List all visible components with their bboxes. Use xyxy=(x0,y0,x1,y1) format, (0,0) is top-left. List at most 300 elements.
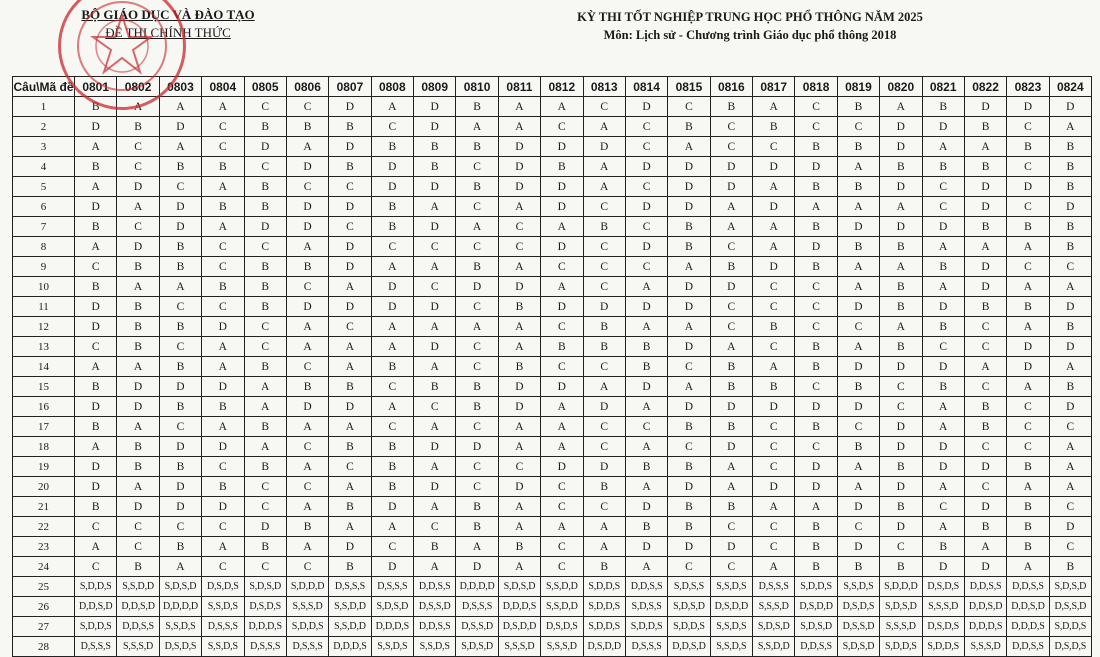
answer-cell: B xyxy=(159,157,201,177)
answer-cell: B xyxy=(795,537,837,557)
answer-cell: C xyxy=(1049,537,1091,557)
answer-cell: B xyxy=(1007,517,1049,537)
question-number: 12 xyxy=(13,317,75,337)
answer-cell: B xyxy=(710,357,752,377)
question-number: 22 xyxy=(13,517,75,537)
answer-cell: B xyxy=(880,237,922,257)
answer-cell: C xyxy=(117,157,159,177)
answer-cell: A xyxy=(922,517,964,537)
answer-cell: A xyxy=(1007,237,1049,257)
answer-cell: B xyxy=(117,557,159,577)
answer-cell: B xyxy=(922,377,964,397)
answer-cell: D xyxy=(922,357,964,377)
table-row xyxy=(13,317,1092,337)
answer-cell: B xyxy=(371,477,413,497)
answer-cell: D xyxy=(668,197,710,217)
answer-cell: A xyxy=(583,537,625,557)
answer-cell: B xyxy=(456,97,498,117)
answer-cell: C xyxy=(159,297,201,317)
question-number: 27 xyxy=(13,617,75,637)
answer-cell: C xyxy=(75,557,117,577)
answer-cell: D xyxy=(75,457,117,477)
answer-cell: B xyxy=(1007,497,1049,517)
answer-cell: B xyxy=(117,457,159,477)
answer-cell: A xyxy=(668,137,710,157)
answer-cell: A xyxy=(583,177,625,197)
answer-cell: A xyxy=(837,457,879,477)
answer-cell: A xyxy=(202,177,244,197)
answer-cell: B xyxy=(1007,137,1049,157)
answer-cell: D xyxy=(371,557,413,577)
exam-code-header: 0823 xyxy=(1007,77,1049,97)
answer-cell: C xyxy=(286,437,328,457)
answer-cell: S,S,D,D xyxy=(541,597,583,617)
answer-cell: B xyxy=(625,357,667,377)
answer-cell: B xyxy=(625,337,667,357)
answer-cell: C xyxy=(202,517,244,537)
answer-cell: B xyxy=(964,297,1006,317)
table-row xyxy=(13,197,1092,217)
answer-cell: D,D,S,S xyxy=(1007,577,1049,597)
answer-cell: A xyxy=(795,497,837,517)
answer-cell: D xyxy=(753,477,795,497)
answer-cell: C xyxy=(541,357,583,377)
answer-cell: D xyxy=(541,177,583,197)
answer-cell: A xyxy=(837,477,879,497)
answer-cell: A xyxy=(286,497,328,517)
answer-cell: A xyxy=(1007,377,1049,397)
question-number: 28 xyxy=(13,637,75,657)
answer-cell: A xyxy=(1007,277,1049,297)
answer-cell: D xyxy=(329,137,371,157)
question-number: 3 xyxy=(13,137,75,157)
answer-cell: B xyxy=(880,297,922,317)
answer-cell: B xyxy=(583,337,625,357)
answer-cell: B xyxy=(159,237,201,257)
answer-cell: D xyxy=(880,477,922,497)
answer-cell: B xyxy=(286,377,328,397)
answer-cell: D xyxy=(1049,297,1091,317)
answer-cell: B xyxy=(1049,377,1091,397)
answer-cell: C xyxy=(456,417,498,437)
answer-cell: D xyxy=(880,517,922,537)
answer-cell: C xyxy=(753,277,795,297)
answer-cell: A xyxy=(1007,317,1049,337)
answer-cell: S,D,S,S xyxy=(668,577,710,597)
answer-cell: B xyxy=(880,277,922,297)
answer-cell: C xyxy=(244,497,286,517)
answer-cell: A xyxy=(371,397,413,417)
answer-cell: C xyxy=(456,157,498,177)
answer-cell: B xyxy=(371,357,413,377)
answer-cell: D xyxy=(625,197,667,217)
answer-cell: B xyxy=(117,317,159,337)
table-row xyxy=(13,457,1092,477)
answer-cell: D xyxy=(159,197,201,217)
answer-cell: D,S,S,D xyxy=(837,617,879,637)
answer-cell: D,S,D,S xyxy=(1049,637,1091,657)
question-number: 23 xyxy=(13,537,75,557)
answer-cell: A xyxy=(668,317,710,337)
answer-cell: C xyxy=(244,557,286,577)
answer-cell: D xyxy=(625,157,667,177)
answer-cell: D xyxy=(880,357,922,377)
answer-cell: A xyxy=(1049,477,1091,497)
answer-cell: C xyxy=(710,297,752,317)
answer-cell: C xyxy=(922,497,964,517)
answer-cell: A xyxy=(922,237,964,257)
answer-cell: D xyxy=(329,397,371,417)
answer-cell: D xyxy=(1049,97,1091,117)
answer-cell: D xyxy=(583,137,625,157)
answer-cell: A xyxy=(880,97,922,117)
answer-cell: A xyxy=(625,437,667,457)
answer-cell: B xyxy=(880,157,922,177)
answer-cell: C xyxy=(371,537,413,557)
answer-cell: D xyxy=(1007,357,1049,377)
answer-cell: D xyxy=(371,297,413,317)
answer-cell: B xyxy=(75,417,117,437)
answer-cell: B xyxy=(414,377,456,397)
answer-cell: B xyxy=(583,217,625,237)
answer-cell: S,D,S,D xyxy=(1049,577,1091,597)
answer-cell: C xyxy=(753,337,795,357)
exam-code-header: 0814 xyxy=(625,77,667,97)
answer-cell: D xyxy=(414,477,456,497)
answer-cell: S,S,D,S xyxy=(159,617,201,637)
answer-cell: S,D,D,S xyxy=(583,577,625,597)
answer-cell: C xyxy=(837,417,879,437)
answer-cell: A xyxy=(286,137,328,157)
question-number: 14 xyxy=(13,357,75,377)
answer-cell: A xyxy=(329,477,371,497)
answer-cell: C xyxy=(583,257,625,277)
answer-cell: D xyxy=(837,297,879,317)
table-row xyxy=(13,377,1092,397)
exam-code-header: 0810 xyxy=(456,77,498,97)
answer-cell: D xyxy=(541,377,583,397)
answer-cell: A xyxy=(964,357,1006,377)
answer-cell: D xyxy=(753,197,795,217)
answer-cell: A xyxy=(625,477,667,497)
organization-name: BỘ GIÁO DỤC VÀ ĐÀO TẠO xyxy=(81,7,255,22)
answer-cell: A xyxy=(456,317,498,337)
answer-cell: B xyxy=(202,197,244,217)
answer-cell: B xyxy=(1049,177,1091,197)
answer-cell: A xyxy=(286,457,328,477)
answer-cell: B xyxy=(922,537,964,557)
answer-cell: D xyxy=(414,177,456,197)
exam-code-header: 0808 xyxy=(371,77,413,97)
answer-cell: C xyxy=(837,317,879,337)
answer-cell: S,D,S,D xyxy=(668,597,710,617)
answer-cell: D xyxy=(117,497,159,517)
answer-cell: D xyxy=(456,277,498,297)
answer-cell: B xyxy=(117,437,159,457)
answer-cell: B xyxy=(583,477,625,497)
answer-cell: B xyxy=(244,537,286,557)
answer-cell: C xyxy=(583,237,625,257)
exam-code-header: 0815 xyxy=(668,77,710,97)
answer-cell: D xyxy=(371,177,413,197)
answer-cell: D,S,S,D xyxy=(414,597,456,617)
answer-cell: A xyxy=(922,397,964,417)
answer-cell: B xyxy=(159,397,201,417)
answer-cell: S,D,S,S xyxy=(625,597,667,617)
answer-cell: B xyxy=(371,197,413,217)
table-row xyxy=(13,577,1092,597)
answer-cell: A xyxy=(414,317,456,337)
answer-cell: A xyxy=(541,437,583,457)
answer-cell: A xyxy=(837,157,879,177)
answer-cell: S,D,D,S xyxy=(583,617,625,637)
answer-cell: C xyxy=(414,397,456,417)
answer-cell: D,S,D,D xyxy=(795,597,837,617)
answer-cell: C xyxy=(456,297,498,317)
table-row xyxy=(13,517,1092,537)
answer-cell: B xyxy=(244,257,286,277)
answer-cell: S,S,S,D xyxy=(880,617,922,637)
answer-cell: C xyxy=(795,317,837,337)
answer-cell: A xyxy=(371,257,413,277)
answer-cell: A xyxy=(202,337,244,357)
answer-cell: C xyxy=(498,217,540,237)
table-row xyxy=(13,217,1092,237)
answer-cell: A xyxy=(922,277,964,297)
answer-cell: S,D,D,D xyxy=(286,577,328,597)
answer-cell: B xyxy=(837,97,879,117)
answer-key-table xyxy=(12,76,1092,657)
answer-cell: D xyxy=(286,297,328,317)
answer-cell: A xyxy=(753,357,795,377)
answer-cell: A xyxy=(286,537,328,557)
answer-cell: D xyxy=(371,497,413,517)
question-number: 26 xyxy=(13,597,75,617)
answer-cell: D xyxy=(710,177,752,197)
answer-cell: B xyxy=(159,457,201,477)
answer-cell: C xyxy=(329,217,371,237)
answer-cell: D xyxy=(498,177,540,197)
exam-code-header: 0806 xyxy=(286,77,328,97)
answer-cell: D xyxy=(583,397,625,417)
answer-cell: B xyxy=(1007,217,1049,237)
answer-cell: C xyxy=(795,437,837,457)
question-number: 17 xyxy=(13,417,75,437)
answer-cell: C xyxy=(668,97,710,117)
answer-cell: B xyxy=(456,257,498,277)
answer-cell: C xyxy=(202,297,244,317)
answer-cell: D xyxy=(710,397,752,417)
answer-cell: D xyxy=(710,277,752,297)
answer-cell: C xyxy=(202,457,244,477)
answer-cell: D xyxy=(371,277,413,297)
answer-cell: C xyxy=(414,237,456,257)
answer-cell: B xyxy=(244,297,286,317)
answer-cell: D xyxy=(710,437,752,457)
answer-cell: S,S,D,S xyxy=(710,637,752,657)
answer-cell: A xyxy=(498,437,540,457)
answer-cell: D xyxy=(922,557,964,577)
table-row xyxy=(13,417,1092,437)
answer-cell: C xyxy=(837,117,879,137)
table-row xyxy=(13,537,1092,557)
answer-cell: B xyxy=(795,337,837,357)
answer-cell: B xyxy=(1007,537,1049,557)
answer-cell: A xyxy=(498,557,540,577)
question-number: 7 xyxy=(13,217,75,237)
answer-cell: B xyxy=(541,337,583,357)
question-number: 2 xyxy=(13,117,75,137)
answer-cell: B xyxy=(795,217,837,237)
table-row xyxy=(13,297,1092,317)
answer-cell: A xyxy=(329,337,371,357)
answer-cell: C xyxy=(625,137,667,157)
answer-cell: B xyxy=(922,317,964,337)
answer-cell: S,S,D,S xyxy=(202,597,244,617)
answer-cell: B xyxy=(837,557,879,577)
answer-cell: B xyxy=(795,517,837,537)
issuer-header xyxy=(78,6,258,42)
answer-cell: D xyxy=(456,557,498,577)
table-row xyxy=(13,97,1092,117)
answer-cell: C xyxy=(371,417,413,437)
answer-cell: C xyxy=(117,137,159,157)
answer-cell: B xyxy=(837,377,879,397)
answer-cell: A xyxy=(286,237,328,257)
answer-cell: B xyxy=(710,417,752,437)
answer-cell: D xyxy=(837,537,879,557)
answer-cell: C xyxy=(498,237,540,257)
answer-cell: D xyxy=(922,117,964,137)
answer-cell: A xyxy=(117,417,159,437)
question-number: 25 xyxy=(13,577,75,597)
exam-code-header: 0824 xyxy=(1049,77,1091,97)
answer-cell: B xyxy=(371,437,413,457)
answer-cell: D xyxy=(668,177,710,197)
answer-cell: A xyxy=(753,497,795,517)
answer-cell: B xyxy=(964,397,1006,417)
answer-cell: B xyxy=(456,497,498,517)
answer-cell: B xyxy=(456,177,498,197)
answer-cell: C xyxy=(202,117,244,137)
answer-cell: B xyxy=(625,517,667,537)
answer-cell: B xyxy=(286,517,328,537)
answer-cell: D xyxy=(795,457,837,477)
answer-cell: B xyxy=(795,137,837,157)
answer-cell: D xyxy=(414,437,456,457)
answer-cell: D xyxy=(244,517,286,537)
answer-cell: B xyxy=(668,457,710,477)
answer-cell: C xyxy=(583,277,625,297)
answer-cell: D xyxy=(964,257,1006,277)
answer-cell: D xyxy=(668,277,710,297)
answer-cell: C xyxy=(922,177,964,197)
answer-cell: D xyxy=(159,497,201,517)
answer-cell: B xyxy=(329,157,371,177)
answer-cell: A xyxy=(244,377,286,397)
answer-cell: B xyxy=(753,377,795,397)
answer-cell: C xyxy=(541,477,583,497)
answer-cell: A xyxy=(286,317,328,337)
answer-cell: D xyxy=(964,277,1006,297)
answer-cell: D xyxy=(498,137,540,157)
answer-cell: D xyxy=(329,197,371,217)
answer-cell: A xyxy=(498,497,540,517)
answer-cell: B xyxy=(837,237,879,257)
answer-cell: D xyxy=(75,477,117,497)
answer-cell: A xyxy=(1049,457,1091,477)
answer-cell: D,D,D,S xyxy=(371,617,413,637)
answer-cell: C xyxy=(414,277,456,297)
exam-code-header: 0821 xyxy=(922,77,964,97)
exam-code-header: 0813 xyxy=(583,77,625,97)
answer-cell: C xyxy=(1049,257,1091,277)
answer-cell: C xyxy=(244,337,286,357)
answer-cell: C xyxy=(710,317,752,337)
answer-cell: C xyxy=(1049,497,1091,517)
answer-cell: D xyxy=(286,157,328,177)
answer-cell: D xyxy=(753,257,795,277)
answer-cell: D xyxy=(329,97,371,117)
table-row xyxy=(13,257,1092,277)
answer-cell: S,S,S,D xyxy=(498,637,540,657)
answer-cell: A xyxy=(625,557,667,577)
answer-cell: D xyxy=(625,537,667,557)
answer-cell: C xyxy=(371,117,413,137)
answer-cell: C xyxy=(244,237,286,257)
answer-cell: C xyxy=(668,357,710,377)
answer-cell: A xyxy=(75,237,117,257)
answer-cell: D xyxy=(498,157,540,177)
exam-code-header: 0807 xyxy=(329,77,371,97)
answer-cell: A xyxy=(710,217,752,237)
answer-cell: C xyxy=(414,517,456,537)
answer-cell: A xyxy=(498,517,540,537)
answer-cell: C xyxy=(1007,397,1049,417)
answer-cell: S,D,S,D xyxy=(244,577,286,597)
answer-cell: D,S,S,S xyxy=(202,617,244,637)
answer-cell: D xyxy=(668,477,710,497)
answer-cell: C xyxy=(795,97,837,117)
answer-cell: S,S,S,D xyxy=(286,597,328,617)
answer-cell: C xyxy=(117,517,159,537)
answer-cell: A xyxy=(286,417,328,437)
answer-cell: A xyxy=(625,277,667,297)
answer-cell: S,S,D,S xyxy=(371,637,413,657)
answer-cell: B xyxy=(244,357,286,377)
answer-cell: C xyxy=(710,237,752,257)
answer-cell: D xyxy=(668,157,710,177)
answer-cell: B xyxy=(1049,317,1091,337)
answer-cell: B xyxy=(117,337,159,357)
answer-cell: D xyxy=(159,377,201,397)
answer-cell: D xyxy=(922,437,964,457)
answer-cell: A xyxy=(880,197,922,217)
answer-cell: A xyxy=(414,557,456,577)
answer-cell: D,D,S,S xyxy=(795,637,837,657)
answer-cell: A xyxy=(668,377,710,397)
answer-cell: A xyxy=(202,97,244,117)
answer-cell: D xyxy=(964,97,1006,117)
answer-cell: A xyxy=(414,417,456,437)
answer-cell: A xyxy=(75,177,117,197)
answer-cell: S,D,D,S xyxy=(922,637,964,657)
answer-cell: S,D,D,S xyxy=(75,617,117,637)
answer-cell: C xyxy=(795,377,837,397)
answer-cell: D,S,D,S xyxy=(541,617,583,637)
answer-cell: D xyxy=(414,337,456,357)
question-number: 6 xyxy=(13,197,75,217)
